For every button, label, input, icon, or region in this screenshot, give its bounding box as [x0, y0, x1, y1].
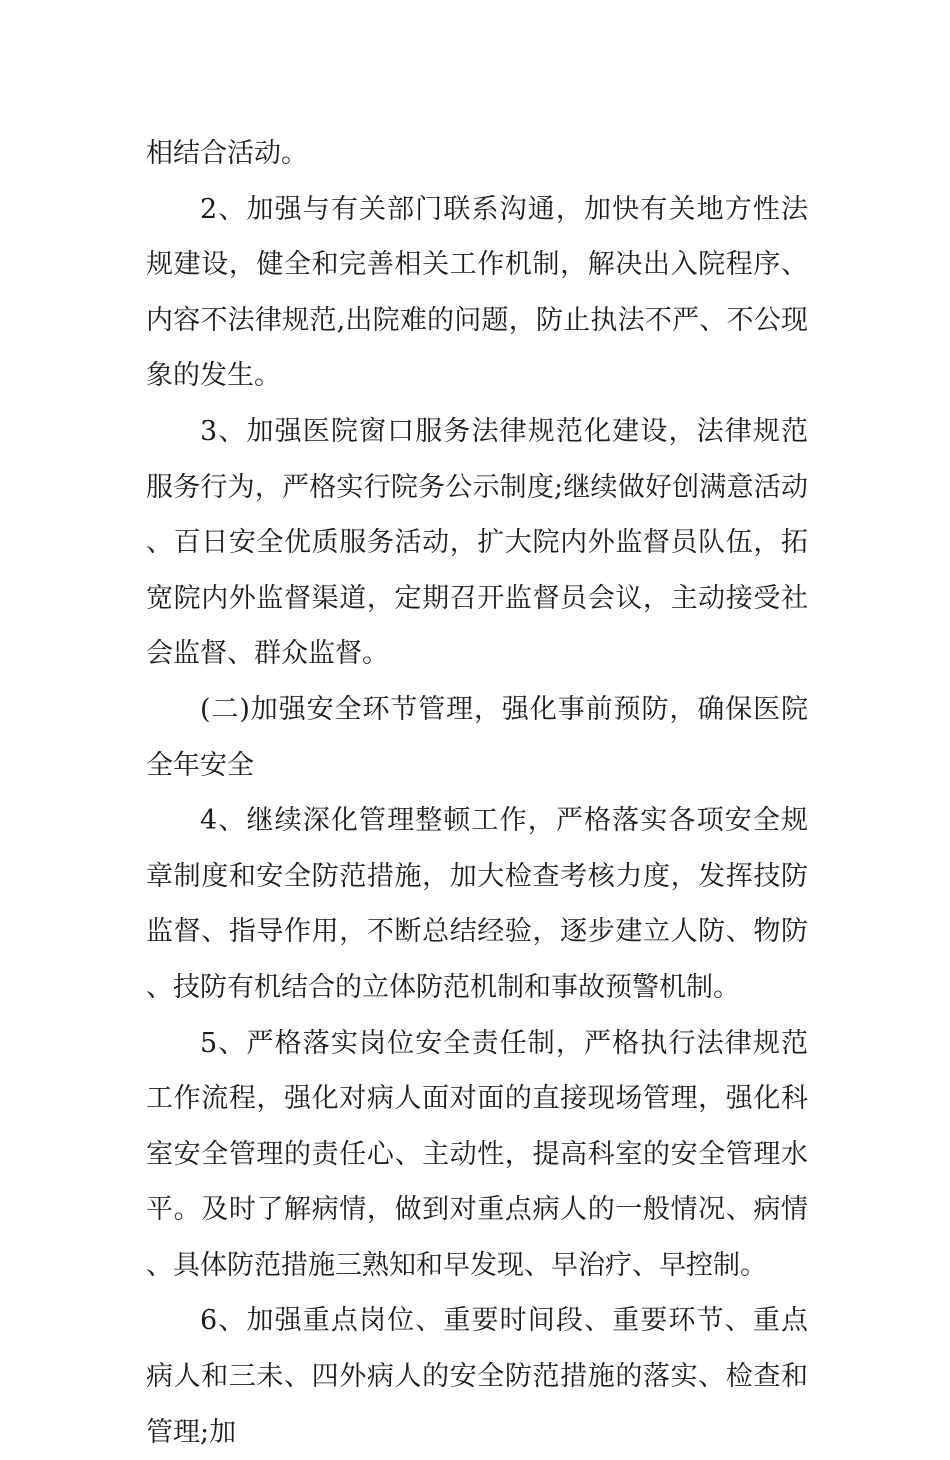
- document-body: [146, 126, 808, 1460]
- paragraph-item-5: 5、严格落实岗位安全责任制，严格执行法律规范工作流程，强化对病人面对面的直接现场管理，强化科室安全管理的责任心、主动性，提高科室的安全管理水平。及时了解病情，做到对重点病人的一般情况、病情、具体防范措施三熟知和早发现、早治疗、早控制。: [146, 1027, 808, 1281]
- paragraph-item-2: 2、加强与有关部门联系沟通，加快有关地方性法规建设，健全和完善相关工作机制，解决出入院程序、内容不法律规范,出院难的问题，防止执法不严、不公现象的发生。: [146, 193, 808, 392]
- paragraph-item-3: 3、加强医院窗口服务法律规范化建设，法律规范服务行为，严格实行院务公示制度;继续做好创满意活动、百日安全优质服务活动，扩大院内外监督员队伍，拓宽院内外监督渠道，定期召开监督员会议，主动接受社会监督、群众监督。: [146, 415, 808, 670]
- section-heading-2: (二)加强安全环节管理，强化事前预防，确保医院全年安全: [146, 693, 808, 781]
- paragraph-item-6: 6、加强重点岗位、重要时间段、重要环节、重点病人和三未、四外病人的安全防范措施的落实、检查和管理;加: [146, 1305, 808, 1448]
- paragraph-item-4: 4、继续深化管理整顿工作，严格落实各项安全规章制度和安全防范措施，加大检查考核力度，发挥技防监督、指导作用，不断总结经验，逐步建立人防、物防、技防有机结合的立体防范机制和事故预警机制。: [146, 805, 808, 1003]
- paragraph-continuation: 相结合活动。: [146, 138, 308, 169]
